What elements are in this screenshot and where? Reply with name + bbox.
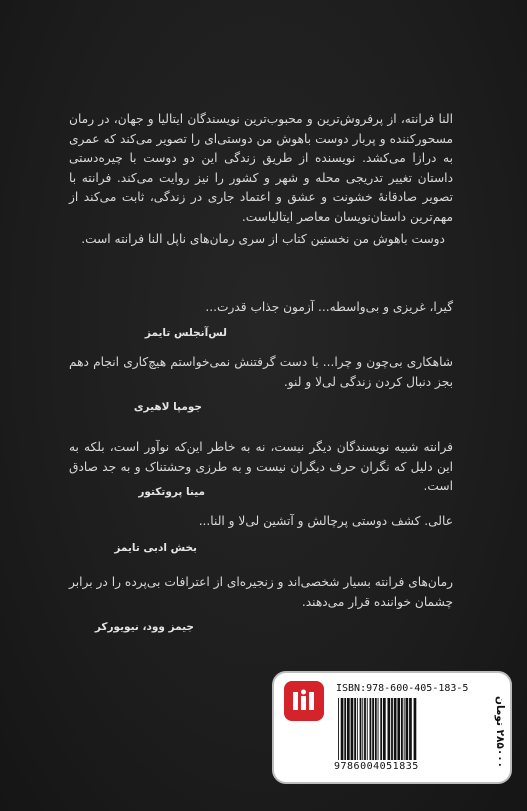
barcode-bar xyxy=(380,698,382,760)
review-quote-2 xyxy=(69,353,453,392)
barcode-box xyxy=(272,671,512,784)
barcode-bar xyxy=(362,698,363,760)
price-label: ۲۸۵۰۰۰ تومان xyxy=(494,695,506,769)
barcode-bar xyxy=(347,698,350,760)
review-text: عالی. کشف دوستی پرچالش و آتشین لی‌لا و النا... xyxy=(198,514,453,528)
barcode-bar xyxy=(406,698,409,760)
review-source-2: جومپا لاهیری xyxy=(133,401,202,413)
barcode-bar xyxy=(367,698,368,760)
review-text: فرانته شبیه نویسندگان دیگر نیست، نه به خاطر این‌که نوآور است، بلکه به این دلیل که نگران حرف دیگران نیست و به طرزی وحشتناک و به جد صادق است. xyxy=(69,440,453,493)
barcode-bar xyxy=(338,698,339,760)
review-text: شاهکاری بی‌چون و چرا... با دست گرفتنش نمی‌خواستم هیچ‌کاری انجام دهم بجز دنبال کردن زندگی لی‌لا و لنو. xyxy=(69,355,453,389)
barcode-bar xyxy=(360,698,362,760)
review-source-5: جیمز وود، نیویورکر xyxy=(94,621,194,633)
barcode-number: 9786004051835 xyxy=(334,761,419,772)
barcode-bar xyxy=(370,698,372,760)
intro-paragraph: النا فرانته، از پرفروش‌ترین و محبوب‌ترین نویسندگان ایتالیا و جهان، در رمان مسحورکننده و پربار دوست باهوش من دوستی‌ای را تصویر می‌کند که عمری به درازا می‌کشد. نویسنده از طریق زندگی این دو دوست با چیره‌دستی داستان تغییر تدریجی محله و شهر و کشور را نیز روایت می‌کند. فرانته با تصویر صادقانهٔ خشونت و عشق و اعتماد جاری در زندگی، ثابت می‌کند از مهم‌ترین داستان‌نویسان معاصر ایتالیاست. xyxy=(69,112,453,224)
isbn-label: ISBN:978-600-405-183-5 xyxy=(336,683,469,694)
barcode-bar xyxy=(391,698,393,760)
barcode-bar xyxy=(409,698,412,760)
barcode-bar xyxy=(354,698,356,760)
review-source-1: لس‌آنجلس تایمز xyxy=(144,327,227,339)
barcode-bar xyxy=(372,698,374,760)
review-quote-1 xyxy=(69,298,453,318)
intro-block xyxy=(69,110,453,250)
barcode-bar xyxy=(378,698,379,760)
barcode-bar xyxy=(404,698,405,760)
barcode-bar xyxy=(375,698,377,760)
barcode-bar xyxy=(394,698,397,760)
barcode-bar xyxy=(397,698,400,760)
review-quote-3 xyxy=(69,438,453,497)
barcode-bar xyxy=(341,698,344,760)
review-quote-4 xyxy=(69,512,453,532)
review-source-4: بخش ادبی تایمز xyxy=(114,542,197,554)
barcode-bars xyxy=(336,698,486,760)
barcode-bar xyxy=(414,698,417,760)
review-text: رمان‌های فرانته بسیار شخصی‌اند و زنجیره‌ای از اعترافات بی‌پرده را در برابر چشمان خواننده قرار می‌دهند. xyxy=(69,575,453,609)
intro-closing: دوست باهوش من نخستین کتاب از سری رمان‌های ناپل النا فرانته است. xyxy=(81,232,445,246)
barcode-bar xyxy=(383,698,386,760)
publisher-logo-icon xyxy=(284,681,324,721)
barcode-bar xyxy=(344,698,346,760)
barcode-bar xyxy=(401,698,403,760)
barcode-bar xyxy=(364,698,366,760)
review-quote-5 xyxy=(69,573,453,612)
review-source-3: مینا پروتکتور xyxy=(138,486,205,498)
review-text: گیرا، غریزی و بی‌واسطه... آزمون جذاب قدرت... xyxy=(205,300,453,314)
barcode-bar xyxy=(388,698,391,760)
barcode-bar xyxy=(357,698,358,760)
barcode-bar xyxy=(351,698,354,760)
